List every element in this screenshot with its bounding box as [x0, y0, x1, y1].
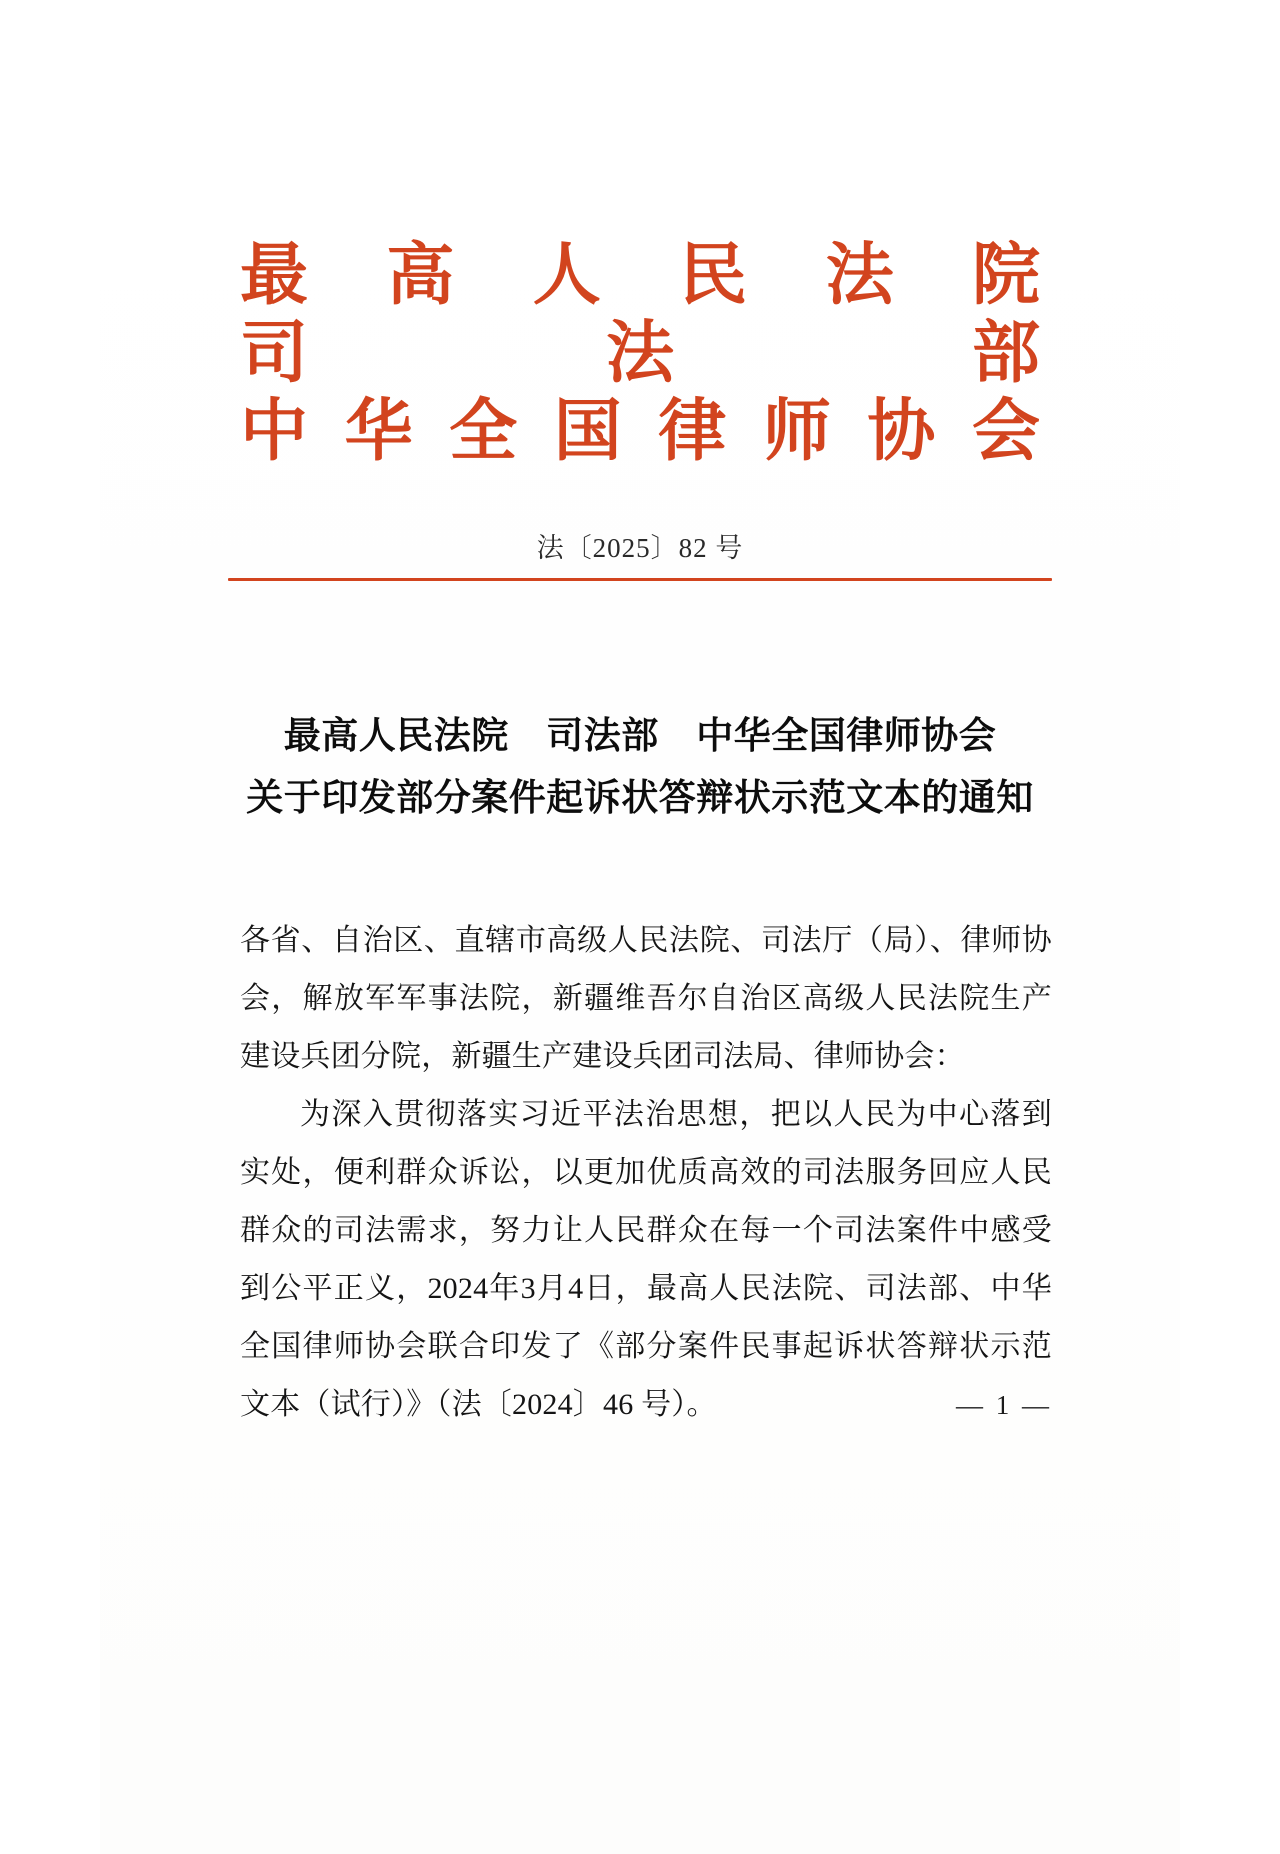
masthead-char: 律 [658, 393, 727, 469]
masthead-char: 司 [240, 315, 309, 391]
masthead-char: 人 [532, 237, 601, 313]
title-line-1: 最高人民法院 司法部 中华全国律师协会 [283, 716, 997, 757]
addressee-paragraph: 各省、自治区、直辖市高级人民法院、司法厅（局）、律师协会，解放军军事法院，新疆维吾尔自治区高级人民法院生产建设兵团分院，新疆生产建设兵团司法局、律师协会： [240, 924, 1052, 1073]
page-number: — 1 — [956, 1390, 1052, 1420]
masthead-line-1 [100, 236, 1180, 314]
document-number: 法〔2025〕82 号 [536, 533, 744, 563]
title-line-2: 关于印发部分案件起诉状答辩状示范文本的通知 [246, 778, 1034, 819]
document-body [240, 912, 1052, 1434]
masthead-line-3 [100, 392, 1180, 470]
masthead-char: 会 [971, 393, 1040, 469]
document-page [100, 0, 1180, 1854]
masthead-char: 最 [240, 237, 309, 313]
masthead-char: 协 [867, 393, 936, 469]
masthead-char: 部 [971, 315, 1040, 391]
page-title [208, 706, 1072, 830]
body-paragraph-1: 为深入贯彻落实习近平法治思想，把以人民为中心落到实处，便利群众诉讼，以更加优质高效的司法服务回应人民群众的司法需求，努力让人民群众在每一个司法案件中感受到公平正义，2024年3月4日，最高人民法院、司法部、中华全国律师协会联合印发了《部分案件民事起诉状答辩状示范文本（试行）》（法〔2024〕46 号）。 [240, 1098, 1052, 1421]
masthead-char: 师 [762, 393, 831, 469]
masthead-line-1-chars [240, 236, 1040, 314]
red-header-rule [228, 578, 1052, 581]
masthead-char: 高 [386, 237, 455, 313]
masthead-char: 中 [240, 393, 309, 469]
masthead-char: 华 [344, 393, 413, 469]
masthead-char: 全 [449, 393, 518, 469]
masthead-char: 院 [971, 237, 1040, 313]
masthead [100, 236, 1180, 470]
masthead-char: 法 [825, 237, 894, 313]
masthead-line-3-chars [240, 392, 1040, 470]
masthead-line-2-chars [240, 314, 1040, 392]
masthead-line-2 [100, 314, 1180, 392]
masthead-char: 国 [553, 393, 622, 469]
masthead-char: 民 [679, 237, 748, 313]
masthead-char: 法 [605, 315, 674, 391]
